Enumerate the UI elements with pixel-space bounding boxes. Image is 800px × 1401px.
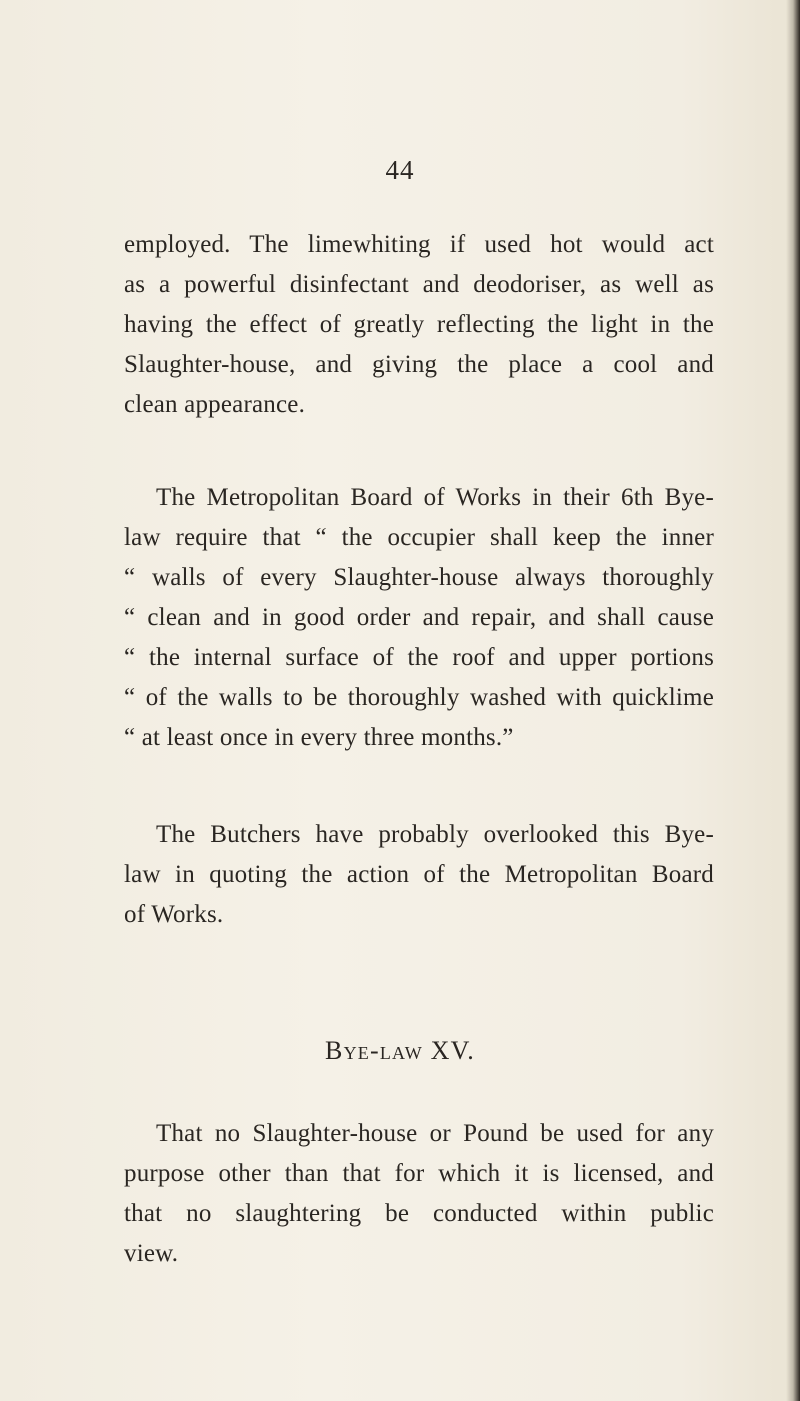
page-edge-shadow: [786, 0, 800, 1401]
text-line: clean appearance.: [124, 391, 306, 418]
text-line: The Butchers have probably overlooked this Bye-: [156, 821, 714, 848]
paragraph-limewhiting: [124, 225, 714, 425]
paragraph-bye-law-xv: [124, 1114, 714, 1274]
text-line: “ walls of every Slaughter-house always thoroughly: [124, 564, 714, 591]
text-line: The Metropolitan Board of Works in their 6th Bye-: [156, 484, 714, 511]
text-line: employed. The limewhiting if used hot would act: [124, 231, 714, 258]
text-line: that no slaughtering be conducted within public: [124, 1200, 714, 1227]
text-line: law require that “ the occupier shall keep the inner: [124, 524, 714, 551]
text-line: “ clean and in good order and repair, and shall cause: [124, 604, 714, 631]
text-line: of Works.: [124, 901, 224, 928]
text-line: That no Slaughter-house or Pound be used for any: [156, 1120, 714, 1147]
text-line: view.: [124, 1240, 179, 1267]
paragraph-metropolitan-bye-law: [124, 478, 714, 758]
text-line: “ the internal surface of the roof and upper portions: [124, 644, 714, 671]
text-line: having the effect of greatly reflecting the light in the: [124, 311, 714, 338]
section-heading: Bye-law XV.: [325, 1036, 475, 1065]
text-line: purpose other than that for which it is licensed, and: [124, 1160, 714, 1187]
text-line: Slaughter-house, and giving the place a cool and: [124, 351, 714, 378]
page-number: 44: [385, 155, 415, 185]
text-line: law in quoting the action of the Metropolitan Board: [124, 861, 714, 888]
text-line: as a powerful disinfectant and deodoriser, as well as: [124, 271, 714, 298]
text-line: “ at least once in every three months.”: [124, 724, 514, 751]
text-line: “ of the walls to be thoroughly washed with quicklime: [124, 684, 714, 711]
paragraph-butchers: [124, 815, 714, 935]
